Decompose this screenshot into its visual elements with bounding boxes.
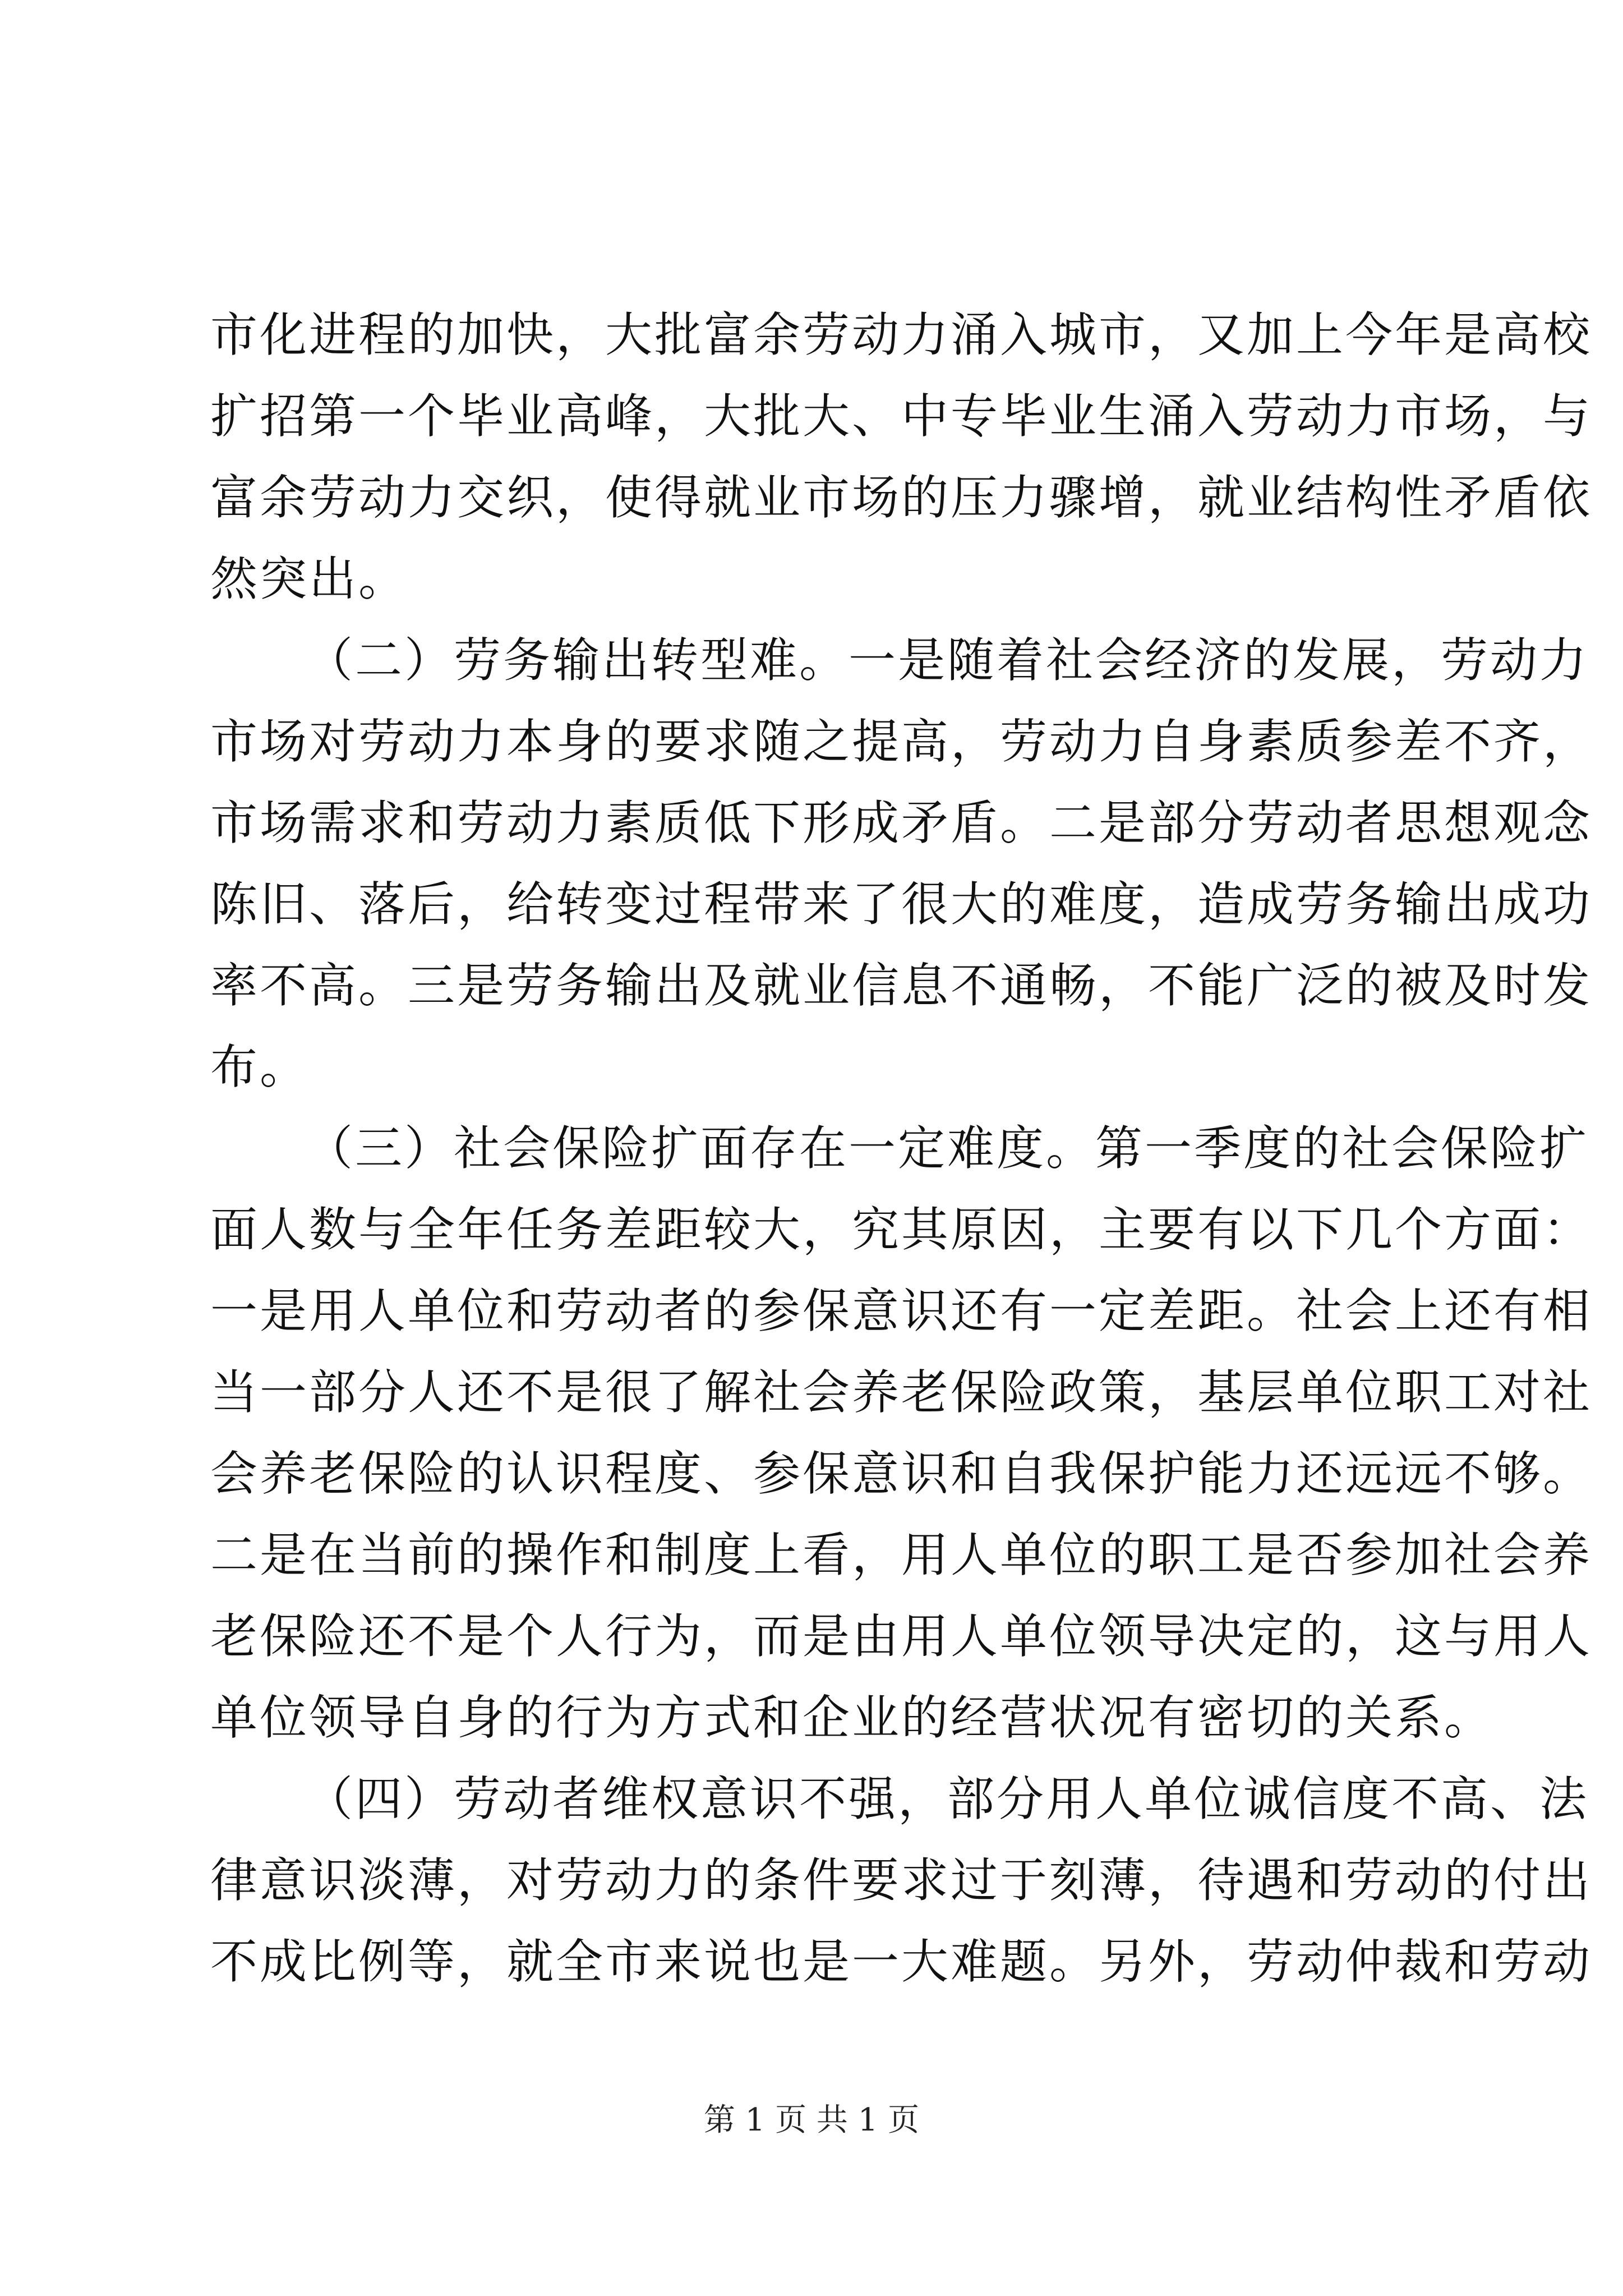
text-line: 陈旧、落后，给转变过程带来了很大的难度，造成劳务输出成功: [210, 877, 1593, 932]
text-line: 布。: [210, 1039, 310, 1094]
text-line: 率不高。三是劳务输出及就业信息不通畅，不能广泛的被及时发: [210, 958, 1593, 1013]
text-line: 老保险还不是个人行为，而是由用人单位领导决定的，这与用人: [210, 1609, 1593, 1664]
text-line: 会养老保险的认识程度、参保意识和自我保护能力还远远不够。: [210, 1446, 1593, 1501]
paragraph: [210, 295, 1593, 620]
text-line: 不成比例等，就全市来说也是一大难题。另外，劳动仲裁和劳动: [210, 1934, 1593, 1989]
text-line: 富余劳动力交织，使得就业市场的压力骤增，就业结构性矛盾依: [210, 470, 1593, 525]
text-line: 市化进程的加快，大批富余劳动力涌入城市，又加上今年是高校: [210, 307, 1593, 362]
text-line: 市场需求和劳动力素质低下形成矛盾。二是部分劳动者思想观念: [210, 795, 1593, 850]
text-line: （四）劳动者维权意识不强，部分用人单位诚信度不高、法: [306, 1772, 1589, 1826]
text-line: 二是在当前的操作和制度上看，用人单位的职工是否参加社会养: [210, 1527, 1593, 1582]
text-line: 然突出。: [210, 551, 408, 606]
text-line: （三）社会保险扩面存在一定难度。第一季度的社会保险扩: [306, 1121, 1589, 1176]
text-line: 市场对劳动力本身的要求随之提高，劳动力自身素质参差不齐，: [210, 714, 1593, 769]
text-line: （二）劳务输出转型难。一是随着社会经济的发展，劳动力: [306, 633, 1589, 688]
paragraph: [210, 1108, 1593, 1759]
text-line: 面人数与全年任务差距较大，究其原因，主要有以下几个方面：: [210, 1202, 1593, 1257]
page-footer: [0, 2098, 1623, 2143]
body-text: [210, 295, 1593, 2003]
text-line: 扩招第一个毕业高峰，大批大、中专毕业生涌入劳动力市场，与: [210, 389, 1593, 444]
paragraph: [210, 620, 1593, 1108]
page-number-label: 第 1 页 共 1 页: [703, 2102, 920, 2138]
text-line: 一是用人单位和劳动者的参保意识还有一定差距。社会上还有相: [210, 1283, 1593, 1338]
text-line: 律意识淡薄，对劳动力的条件要求过于刻薄，待遇和劳动的付出: [210, 1853, 1593, 1908]
text-line: 当一部分人还不是很了解社会养老保险政策，基层单位职工对社: [210, 1365, 1593, 1420]
text-line: 单位领导自身的行为方式和企业的经营状况有密切的关系。: [210, 1690, 1494, 1745]
paragraph: [210, 1759, 1593, 2003]
